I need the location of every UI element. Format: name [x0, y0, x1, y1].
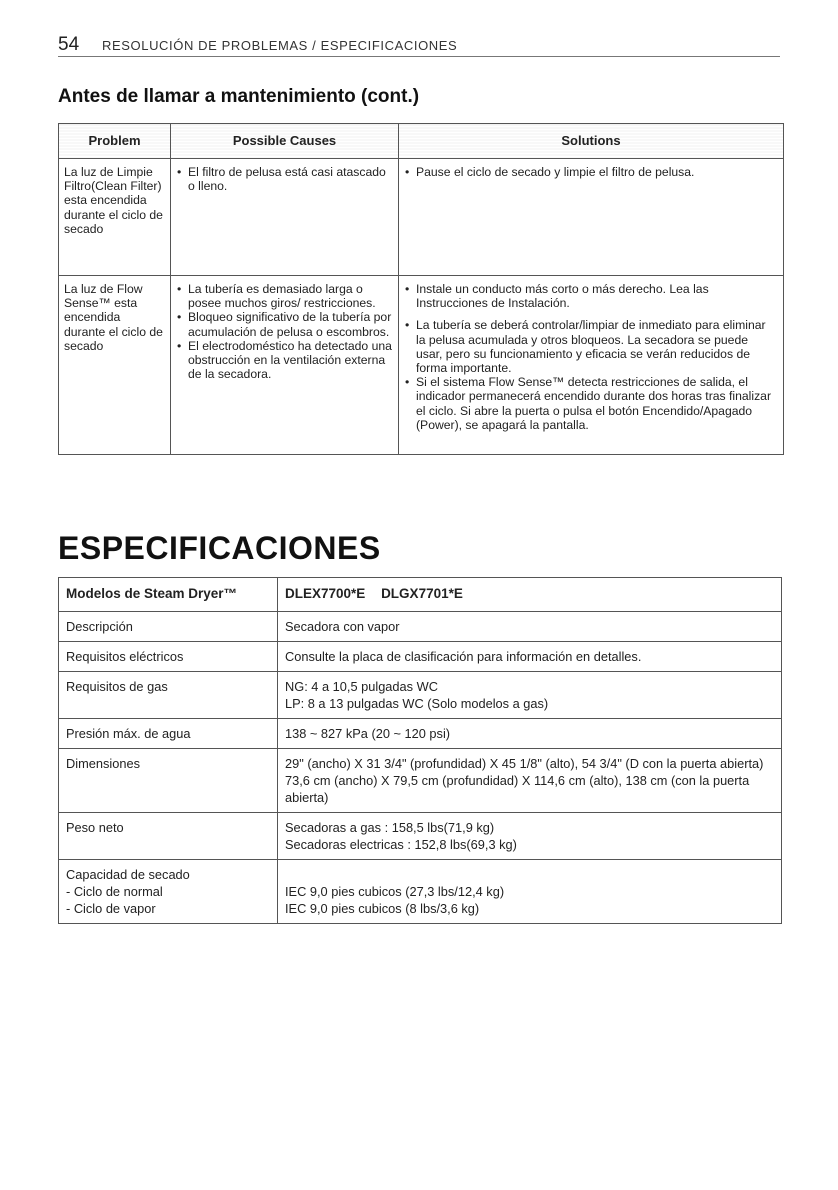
models-label: Modelos de Steam Dryer™: [59, 578, 278, 612]
spec-label: Peso neto: [59, 813, 278, 860]
troubleshooting-table: [58, 123, 784, 455]
model-name: DLGX7701*E: [381, 586, 463, 601]
solution-item: • Pause el ciclo de secado y limpie el filtro de pelusa.: [405, 165, 777, 179]
section-title: RESOLUCIÓN DE PROBLEMAS / ESPECIFICACIONES: [102, 38, 458, 53]
spec-row: [59, 813, 782, 860]
table-header-row: [59, 124, 784, 159]
spec-row: [59, 672, 782, 719]
table-row: [59, 159, 784, 276]
spec-row: [59, 749, 782, 813]
cause-item: • La tubería es demasiado larga o posee muchos giros/ restricciones.: [177, 282, 392, 310]
problem-cell: La luz de Flow Sense™ esta encendida durante el ciclo de secado: [59, 276, 171, 455]
page-header: [58, 34, 780, 57]
specifications-table: [58, 577, 782, 924]
causes-cell: [171, 276, 399, 455]
cause-item: • El filtro de pelusa está casi atascado o lleno.: [177, 165, 392, 193]
solutions-cell: [399, 276, 784, 455]
column-header: Possible Causes: [171, 124, 399, 159]
model-name: DLEX7700*E: [285, 586, 366, 601]
solution-item: • Si el sistema Flow Sense™ detecta restricciones de salida, el indicador permanecerá encendido durante dos horas tras finalizar el ciclo. Si abre la puerta o pulsa el botón Encendido/Apagado (Power), se apagará la pantalla.: [405, 375, 777, 432]
spec-row: [59, 642, 782, 672]
solution-item: • Instale un conducto más corto o más derecho. Lea las Instrucciones de Instalación.: [405, 282, 777, 310]
causes-cell: [171, 159, 399, 276]
specifications-title: ESPECIFICACIONES: [58, 530, 381, 566]
spec-label: Requisitos eléctricos: [59, 642, 278, 672]
spec-value: 29" (ancho) X 31 3/4" (profundidad) X 45 1/8" (alto), 54 3/4" (D con la puerta abierta) 73,6 cm (ancho) X 79,5 cm (profundidad) X 114,6 cm (alto), 138 cm (con la puerta abierta): [278, 749, 782, 813]
page-number: 54: [58, 34, 80, 55]
column-header: Problem: [59, 124, 171, 159]
table-row: [59, 276, 784, 455]
troubleshooting-title: Antes de llamar a mantenimiento (cont.): [58, 86, 420, 107]
cause-item: • El electrodoméstico ha detectado una obstrucción en la ventilación externa de la secadora.: [177, 339, 392, 382]
solutions-cell: [399, 159, 784, 276]
problem-cell: La luz de Limpie Filtro(Clean Filter) esta encendida durante el ciclo de secado: [59, 159, 171, 276]
solution-item: • La tubería se deberá controlar/limpiar de inmediato para eliminar la pelusa acumulada y otros bloqueos. La secadora se puede usar, pero su funcionamiento y eficacia se verán reducidos de forma importante.: [405, 318, 777, 375]
models-cell: [278, 578, 782, 612]
spec-label: Capacidad de secado - Ciclo de normal - Ciclo de vapor: [59, 860, 278, 924]
spec-label: Descripción: [59, 612, 278, 642]
cause-item: • Bloqueo significativo de la tubería por acumulación de pelusa o escombros.: [177, 310, 392, 338]
column-header: Solutions: [399, 124, 784, 159]
spec-value: Secadora con vapor: [278, 612, 782, 642]
spec-row: [59, 719, 782, 749]
spec-value: IEC 9,0 pies cubicos (27,3 lbs/12,4 kg) IEC 9,0 pies cubicos (8 lbs/3,6 kg): [278, 860, 782, 924]
spec-label: Dimensiones: [59, 749, 278, 813]
spec-value: Secadoras a gas : 158,5 lbs(71,9 kg) Secadoras electricas : 152,8 lbs(69,3 kg): [278, 813, 782, 860]
spec-header-row: [59, 578, 782, 612]
spec-label: Presión máx. de agua: [59, 719, 278, 749]
spec-value: 138 ~ 827 kPa (20 ~ 120 psi): [278, 719, 782, 749]
spec-row: [59, 860, 782, 924]
spec-label: Requisitos de gas: [59, 672, 278, 719]
spec-value: NG: 4 a 10,5 pulgadas WC LP: 8 a 13 pulgadas WC (Solo modelos a gas): [278, 672, 782, 719]
spec-row: [59, 612, 782, 642]
spec-value: Consulte la placa de clasificación para información en detalles.: [278, 642, 782, 672]
